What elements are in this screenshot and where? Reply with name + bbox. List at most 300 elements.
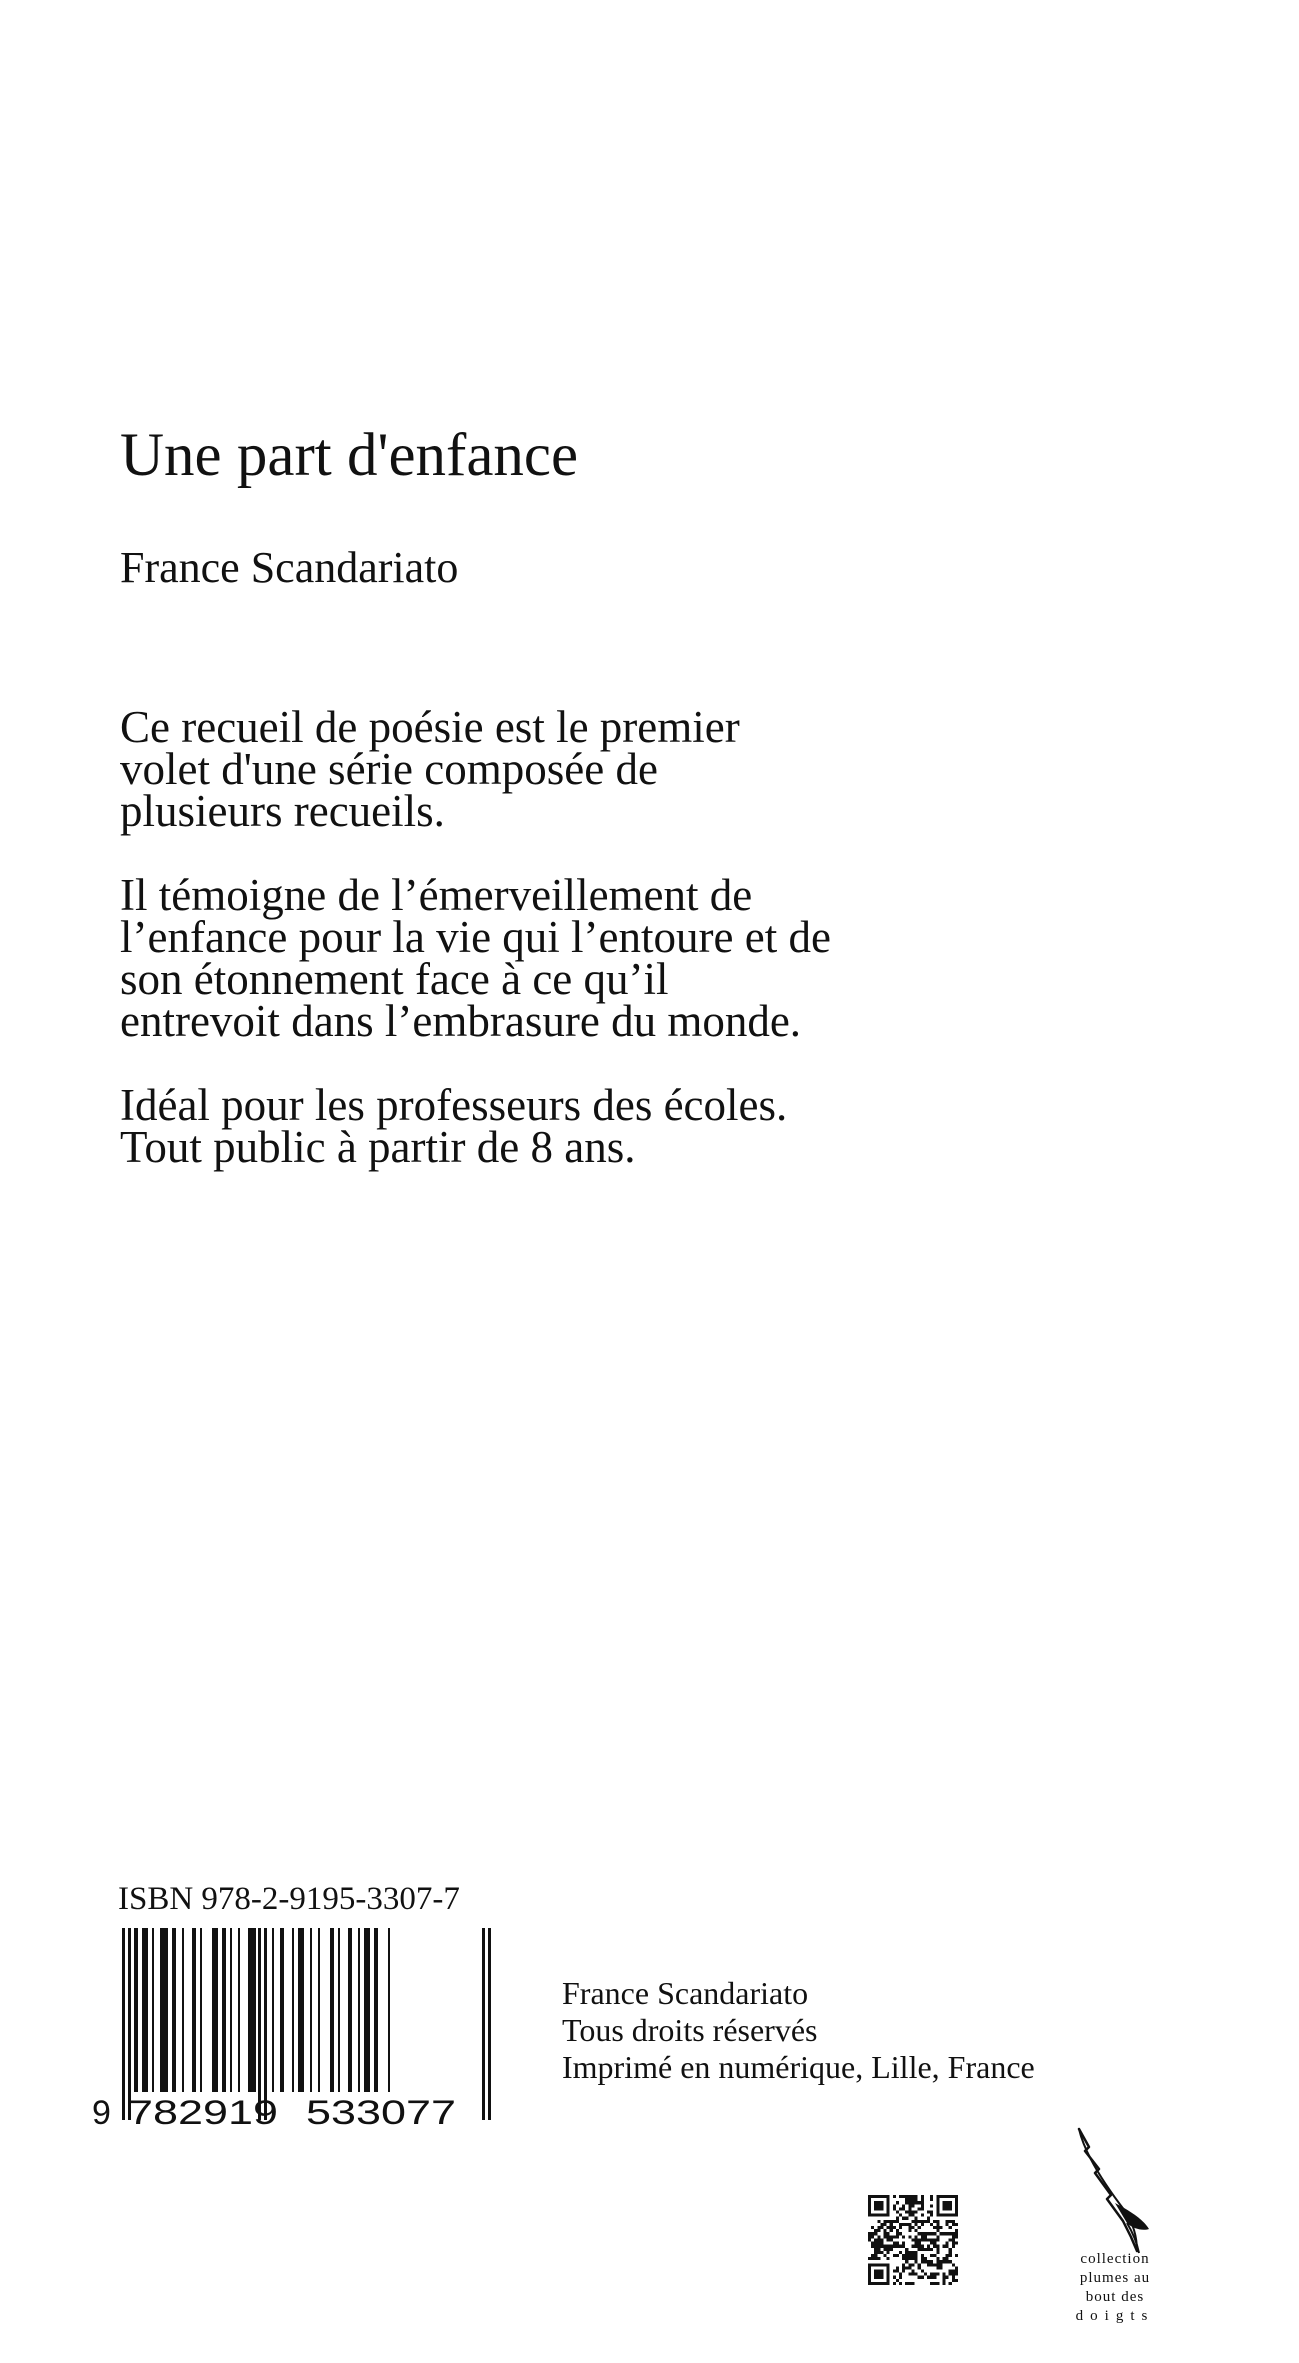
qr-module	[949, 2260, 952, 2263]
qr-module	[915, 2195, 918, 2198]
qr-module	[936, 2263, 939, 2266]
qr-module	[868, 2276, 871, 2279]
qr-module	[893, 2276, 896, 2279]
qr-module	[905, 2201, 908, 2204]
qr-module	[911, 2201, 914, 2204]
qr-module	[880, 2263, 883, 2266]
qr-module	[915, 2245, 918, 2248]
qr-module	[949, 2232, 952, 2235]
qr-module	[955, 2204, 958, 2207]
qr-module	[874, 2214, 877, 2217]
qr-module	[899, 2223, 902, 2226]
qr-module	[896, 2269, 899, 2272]
qr-module	[905, 2282, 908, 2285]
qr-module	[936, 2235, 939, 2238]
qr-module	[887, 2282, 890, 2285]
qr-module	[905, 2248, 908, 2251]
qr-module	[880, 2207, 883, 2210]
qr-module	[887, 2257, 890, 2260]
qr-module	[936, 2198, 939, 2201]
qr-module	[905, 2195, 908, 2198]
collection-line: doigts	[1075, 2308, 1155, 2324]
qr-module	[908, 2195, 911, 2198]
qr-module	[877, 2251, 880, 2254]
barcode-bar	[318, 1928, 320, 2092]
barcode-bar	[298, 1928, 304, 2092]
qr-module	[915, 2273, 918, 2276]
qr-module	[887, 2232, 890, 2235]
qr-module	[905, 2211, 908, 2214]
qr-module	[921, 2260, 924, 2263]
qr-module	[877, 2257, 880, 2260]
qr-module	[905, 2223, 908, 2226]
qr-module	[871, 2263, 874, 2266]
qr-module	[899, 2226, 902, 2229]
blurb-line: Idéal pour les professeurs des écoles.	[120, 1080, 788, 1130]
qr-module	[877, 2207, 880, 2210]
qr-module	[911, 2204, 914, 2207]
qr-module	[880, 2195, 883, 2198]
qr-module	[936, 2229, 939, 2232]
qr-module	[899, 2276, 902, 2279]
barcode-bar	[128, 1928, 131, 2120]
qr-module	[887, 2276, 890, 2279]
barcode-bar	[192, 1928, 196, 2092]
qr-module	[884, 2223, 887, 2226]
qr-module	[915, 2238, 918, 2241]
qr-module	[908, 2251, 911, 2254]
qr-module	[936, 2201, 939, 2204]
publisher-line: Tous droits réservés	[562, 2012, 818, 2048]
qr-module	[908, 2263, 911, 2266]
qr-module	[933, 2273, 936, 2276]
qr-module	[868, 2204, 871, 2207]
qr-module	[908, 2204, 911, 2207]
qr-module	[887, 2238, 890, 2241]
qr-module	[908, 2254, 911, 2257]
qr-module	[874, 2282, 877, 2285]
qr-module	[874, 2251, 877, 2254]
qr-module	[902, 2204, 905, 2207]
qr-module	[952, 2242, 955, 2245]
qr-module	[942, 2195, 945, 2198]
qr-module	[877, 2195, 880, 2198]
qr-module	[908, 2201, 911, 2204]
qr-module	[893, 2254, 896, 2257]
qr-module	[918, 2220, 921, 2223]
barcode-bar	[272, 1928, 274, 2092]
qr-module	[955, 2198, 958, 2201]
qr-module	[924, 2260, 927, 2263]
qr-module	[908, 2257, 911, 2260]
qr-module	[880, 2226, 883, 2229]
qr-module	[918, 2207, 921, 2210]
qr-module	[942, 2232, 945, 2235]
qr-module	[918, 2263, 921, 2266]
qr-module	[918, 2226, 921, 2229]
qr-module	[927, 2260, 930, 2263]
qr-module	[955, 2201, 958, 2204]
qr-module	[887, 2211, 890, 2214]
qr-module	[936, 2245, 939, 2248]
qr-module	[924, 2257, 927, 2260]
qr-module	[871, 2226, 874, 2229]
qr-module	[884, 2254, 887, 2257]
qr-module	[902, 2207, 905, 2210]
qr-module	[955, 2207, 958, 2210]
qr-module	[936, 2266, 939, 2269]
qr-module	[887, 2198, 890, 2201]
qr-module	[921, 2269, 924, 2272]
qr-module	[868, 2201, 871, 2204]
barcode-bar	[488, 1928, 491, 2120]
qr-module	[905, 2198, 908, 2201]
qr-module	[933, 2263, 936, 2266]
barcode-bar	[134, 1928, 138, 2092]
qr-module	[868, 2235, 871, 2238]
barcode-bar	[200, 1928, 202, 2092]
qr-module	[942, 2282, 945, 2285]
qr-module	[952, 2269, 955, 2272]
qr-module	[921, 2220, 924, 2223]
qr-module	[890, 2229, 893, 2232]
qr-module	[874, 2257, 877, 2260]
qr-module	[899, 2245, 902, 2248]
qr-module	[952, 2195, 955, 2198]
qr-module	[939, 2214, 942, 2217]
qr-module	[939, 2266, 942, 2269]
qr-module	[911, 2251, 914, 2254]
qr-module	[927, 2263, 930, 2266]
barcode-bar	[160, 1928, 168, 2092]
qr-module	[871, 2257, 874, 2260]
qr-module	[942, 2201, 945, 2204]
qr-module	[933, 2242, 936, 2245]
qr-module	[911, 2238, 914, 2241]
qr-module	[868, 2232, 871, 2235]
qr-module	[936, 2223, 939, 2226]
qr-module	[946, 2254, 949, 2257]
qr-module	[880, 2204, 883, 2207]
qr-module	[933, 2220, 936, 2223]
qr-module	[911, 2257, 914, 2260]
qr-module	[911, 2263, 914, 2266]
qr-module	[918, 2248, 921, 2251]
qr-module	[930, 2263, 933, 2266]
barcode-bar	[222, 1928, 226, 2092]
qr-module	[877, 2242, 880, 2245]
qr-module	[915, 2254, 918, 2257]
qr-module	[884, 2235, 887, 2238]
qr-module	[890, 2220, 893, 2223]
qr-module	[936, 2282, 939, 2285]
blurb-line: son étonnement face à ce qu’il	[120, 954, 669, 1004]
qr-module	[896, 2279, 899, 2282]
qr-module	[905, 2251, 908, 2254]
qr-module	[955, 2254, 958, 2257]
qr-module	[936, 2248, 939, 2251]
qr-module	[908, 2207, 911, 2210]
qr-module	[955, 2214, 958, 2217]
collection-line: plumes au	[1079, 2270, 1151, 2286]
qr-module	[933, 2232, 936, 2235]
qr-module	[893, 2220, 896, 2223]
qr-module	[915, 2242, 918, 2245]
qr-module	[915, 2229, 918, 2232]
qr-module	[893, 2204, 896, 2207]
qr-module	[868, 2238, 871, 2241]
qr-module	[918, 2238, 921, 2241]
qr-module	[936, 2211, 939, 2214]
qr-module	[905, 2254, 908, 2257]
qr-module	[896, 2266, 899, 2269]
qr-module	[955, 2195, 958, 2198]
barcode-bar	[388, 1928, 390, 2092]
blurb-paragraph-2	[120, 870, 1020, 1046]
publisher-line: Imprimé en numérique, Lille, France	[562, 2049, 1035, 2085]
qr-module	[942, 2276, 945, 2279]
qr-module	[899, 2273, 902, 2276]
qr-module	[877, 2263, 880, 2266]
qr-module	[936, 2214, 939, 2217]
qr-module	[874, 2204, 877, 2207]
qr-module	[893, 2235, 896, 2238]
qr-module	[908, 2198, 911, 2201]
qr-module	[868, 2214, 871, 2217]
qr-module	[871, 2242, 874, 2245]
qr-module	[939, 2195, 942, 2198]
qr-module	[915, 2217, 918, 2220]
qr-module	[896, 2217, 899, 2220]
qr-module	[902, 2254, 905, 2257]
qr-module	[949, 2226, 952, 2229]
qr-module	[902, 2245, 905, 2248]
qr-module	[905, 2260, 908, 2263]
qr-module	[896, 2220, 899, 2223]
qr-module	[890, 2248, 893, 2251]
qr-module	[930, 2276, 933, 2279]
qr-module	[949, 2282, 952, 2285]
qr-module	[899, 2195, 902, 2198]
qr-module	[930, 2204, 933, 2207]
qr-module	[911, 2226, 914, 2229]
qr-module	[880, 2276, 883, 2279]
qr-module	[890, 2226, 893, 2229]
qr-module	[902, 2242, 905, 2245]
qr-module	[874, 2269, 877, 2272]
qr-module	[908, 2282, 911, 2285]
qr-module	[927, 2245, 930, 2248]
qr-module	[880, 2242, 883, 2245]
qr-module	[908, 2273, 911, 2276]
qr-module	[952, 2232, 955, 2235]
qr-module	[921, 2235, 924, 2238]
qr-module	[902, 2266, 905, 2269]
qr-module	[952, 2235, 955, 2238]
qr-module	[871, 2245, 874, 2248]
qr-module	[884, 2282, 887, 2285]
qr-module	[949, 2220, 952, 2223]
qr-module	[877, 2245, 880, 2248]
qr-module	[893, 2207, 896, 2210]
qr-module	[946, 2207, 949, 2210]
qr-module	[921, 2207, 924, 2210]
qr-module	[874, 2273, 877, 2276]
qr-module	[877, 2238, 880, 2241]
qr-module	[939, 2260, 942, 2263]
qr-module	[902, 2235, 905, 2238]
qr-module	[936, 2257, 939, 2260]
qr-module	[939, 2232, 942, 2235]
qr-module	[927, 2220, 930, 2223]
qr-module	[877, 2273, 880, 2276]
qr-module	[921, 2201, 924, 2204]
qr-module	[927, 2232, 930, 2235]
qr-module	[908, 2223, 911, 2226]
qr-module	[893, 2282, 896, 2285]
qr-module	[887, 2214, 890, 2217]
qr-module	[911, 2214, 914, 2217]
qr-module	[946, 2232, 949, 2235]
qr-module	[896, 2211, 899, 2214]
qr-module	[955, 2279, 958, 2282]
qr-module	[874, 2276, 877, 2279]
qr-module	[880, 2282, 883, 2285]
qr-module	[936, 2220, 939, 2223]
qr-module	[918, 2276, 921, 2279]
qr-module	[880, 2269, 883, 2272]
qr-module	[936, 2226, 939, 2229]
qr-module	[896, 2242, 899, 2245]
qr-module	[949, 2204, 952, 2207]
qr-module	[868, 2273, 871, 2276]
qr-module	[921, 2276, 924, 2279]
qr-module	[884, 2214, 887, 2217]
qr-module	[868, 2198, 871, 2201]
qr-module	[936, 2207, 939, 2210]
qr-module	[930, 2260, 933, 2263]
qr-module	[952, 2220, 955, 2223]
qr-module	[880, 2238, 883, 2241]
barcode-bar	[172, 1928, 176, 2092]
qr-module	[877, 2204, 880, 2207]
barcode-bar	[358, 1928, 360, 2092]
qr-module	[927, 2276, 930, 2279]
qr-module	[880, 2251, 883, 2254]
qr-module	[887, 2204, 890, 2207]
qr-module	[893, 2245, 896, 2248]
qr-module	[921, 2204, 924, 2207]
qr-module	[908, 2266, 911, 2269]
qr-module	[880, 2273, 883, 2276]
qr-module	[887, 2273, 890, 2276]
qr-module	[884, 2245, 887, 2248]
isbn-barcode	[84, 1928, 504, 2128]
qr-module	[887, 2245, 890, 2248]
qr-module	[887, 2235, 890, 2238]
qr-module	[915, 2198, 918, 2201]
barcode-bar	[292, 1928, 294, 2092]
qr-module	[893, 2226, 896, 2229]
barcode-bar	[280, 1928, 284, 2092]
qr-module	[902, 2269, 905, 2272]
qr-module	[942, 2214, 945, 2217]
qr-module	[921, 2238, 924, 2241]
qr-module	[955, 2223, 958, 2226]
qr-module	[884, 2229, 887, 2232]
qr-module	[955, 2235, 958, 2238]
qr-module	[927, 2238, 930, 2241]
qr-module	[955, 2266, 958, 2269]
blurb-line: l’enfance pour la vie qui l’entoure et de	[120, 912, 831, 962]
publisher-line: France Scandariato	[562, 1975, 809, 2011]
qr-module	[942, 2245, 945, 2248]
quill-feather-icon	[1075, 2125, 1155, 2255]
qr-module	[952, 2245, 955, 2248]
qr-module	[911, 2220, 914, 2223]
qr-module	[877, 2282, 880, 2285]
qr-module	[949, 2195, 952, 2198]
qr-module	[893, 2269, 896, 2272]
qr-module	[905, 2217, 908, 2220]
barcode-bar	[330, 1928, 334, 2092]
qr-module	[915, 2211, 918, 2214]
barcode-bar	[364, 1928, 370, 2092]
qr-module	[896, 2235, 899, 2238]
qr-module	[921, 2257, 924, 2260]
qr-module	[949, 2269, 952, 2272]
qr-module	[890, 2238, 893, 2241]
qr-module	[874, 2248, 877, 2251]
barcode-bar	[374, 1928, 378, 2092]
qr-module	[884, 2220, 887, 2223]
qr-module	[877, 2229, 880, 2232]
qr-module	[942, 2257, 945, 2260]
qr-module	[955, 2232, 958, 2235]
qr-module	[877, 2269, 880, 2272]
qr-module	[911, 2195, 914, 2198]
qr-module	[924, 2220, 927, 2223]
qr-module	[952, 2214, 955, 2217]
qr-module	[877, 2276, 880, 2279]
barcode-digits-left: 782919	[128, 2094, 278, 2128]
qr-module	[877, 2201, 880, 2204]
qr-module	[915, 2251, 918, 2254]
collection-line: collection	[1080, 2251, 1150, 2267]
qr-module	[915, 2223, 918, 2226]
qr-module	[949, 2254, 952, 2257]
qr-module	[927, 2217, 930, 2220]
qr-module	[887, 2195, 890, 2198]
qr-module	[884, 2232, 887, 2235]
barcode-digit-first: 9	[92, 2094, 111, 2128]
qr-module	[908, 2211, 911, 2214]
qr-module	[871, 2195, 874, 2198]
barcode-bar	[182, 1928, 184, 2092]
barcode-bar	[122, 1928, 125, 2120]
author-name: France Scandariato	[120, 543, 459, 592]
qr-module	[899, 2214, 902, 2217]
qr-module	[955, 2211, 958, 2214]
qr-module	[930, 2248, 933, 2251]
qr-module	[946, 2195, 949, 2198]
qr-module	[868, 2257, 871, 2260]
qr-module	[899, 2207, 902, 2210]
barcode-bar	[152, 1928, 154, 2092]
qr-module	[874, 2195, 877, 2198]
qr-module	[939, 2226, 942, 2229]
qr-module	[874, 2207, 877, 2210]
